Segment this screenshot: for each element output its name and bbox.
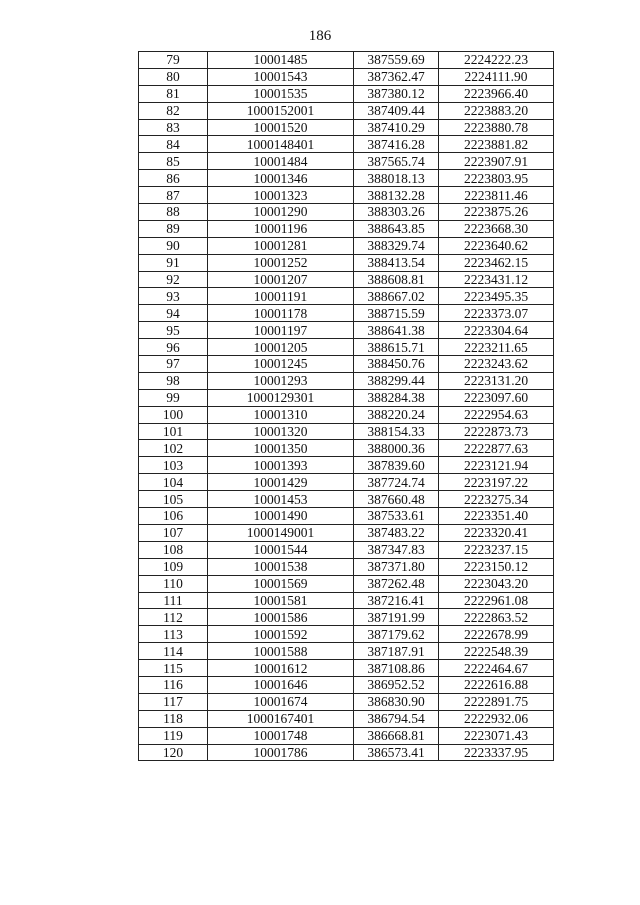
row-number-cell: 103 bbox=[139, 457, 208, 474]
x-coordinate-cell: 387559.69 bbox=[354, 52, 439, 69]
point-id-cell: 10001323 bbox=[208, 187, 354, 204]
row-number-cell: 115 bbox=[139, 660, 208, 677]
y-coordinate-cell: 2223043.20 bbox=[439, 575, 554, 592]
x-coordinate-cell: 387187.91 bbox=[354, 643, 439, 660]
x-coordinate-cell: 386668.81 bbox=[354, 727, 439, 744]
table-row bbox=[139, 220, 554, 237]
y-coordinate-cell: 2223097.60 bbox=[439, 389, 554, 406]
x-coordinate-cell: 387179.62 bbox=[354, 626, 439, 643]
table-row bbox=[139, 575, 554, 592]
row-number-cell: 93 bbox=[139, 288, 208, 305]
table-row bbox=[139, 237, 554, 254]
row-number-cell: 83 bbox=[139, 119, 208, 136]
row-number-cell: 80 bbox=[139, 68, 208, 85]
x-coordinate-cell: 388608.81 bbox=[354, 271, 439, 288]
row-number-cell: 92 bbox=[139, 271, 208, 288]
row-number-cell: 89 bbox=[139, 220, 208, 237]
table-row bbox=[139, 744, 554, 761]
x-coordinate-cell: 387533.61 bbox=[354, 508, 439, 525]
coordinates-table bbox=[138, 51, 554, 761]
row-number-cell: 96 bbox=[139, 339, 208, 356]
point-id-cell: 10001786 bbox=[208, 744, 354, 761]
y-coordinate-cell: 2223495.35 bbox=[439, 288, 554, 305]
row-number-cell: 86 bbox=[139, 170, 208, 187]
y-coordinate-cell: 2222863.52 bbox=[439, 609, 554, 626]
table-row bbox=[139, 271, 554, 288]
y-coordinate-cell: 2223907.91 bbox=[439, 153, 554, 170]
table-row bbox=[139, 592, 554, 609]
y-coordinate-cell: 2223880.78 bbox=[439, 119, 554, 136]
x-coordinate-cell: 388641.38 bbox=[354, 322, 439, 339]
table-row bbox=[139, 491, 554, 508]
table-row bbox=[139, 322, 554, 339]
row-number-cell: 82 bbox=[139, 102, 208, 119]
y-coordinate-cell: 2223211.65 bbox=[439, 339, 554, 356]
point-id-cell: 10001320 bbox=[208, 423, 354, 440]
x-coordinate-cell: 388615.71 bbox=[354, 339, 439, 356]
table-row bbox=[139, 423, 554, 440]
x-coordinate-cell: 387362.47 bbox=[354, 68, 439, 85]
y-coordinate-cell: 2223121.94 bbox=[439, 457, 554, 474]
y-coordinate-cell: 2222891.75 bbox=[439, 693, 554, 710]
row-number-cell: 94 bbox=[139, 305, 208, 322]
point-id-cell: 10001646 bbox=[208, 676, 354, 693]
y-coordinate-cell: 2223071.43 bbox=[439, 727, 554, 744]
point-id-cell: 10001581 bbox=[208, 592, 354, 609]
table-row bbox=[139, 693, 554, 710]
y-coordinate-cell: 2222548.39 bbox=[439, 643, 554, 660]
y-coordinate-cell: 2223462.15 bbox=[439, 254, 554, 271]
table-row bbox=[139, 541, 554, 558]
table-row bbox=[139, 626, 554, 643]
x-coordinate-cell: 388000.36 bbox=[354, 440, 439, 457]
row-number-cell: 105 bbox=[139, 491, 208, 508]
table-row bbox=[139, 389, 554, 406]
row-number-cell: 84 bbox=[139, 136, 208, 153]
y-coordinate-cell: 2223197.22 bbox=[439, 474, 554, 491]
table-row bbox=[139, 119, 554, 136]
point-id-cell: 10001205 bbox=[208, 339, 354, 356]
point-id-cell: 10001207 bbox=[208, 271, 354, 288]
row-number-cell: 95 bbox=[139, 322, 208, 339]
y-coordinate-cell: 2222961.08 bbox=[439, 592, 554, 609]
y-coordinate-cell: 2222932.06 bbox=[439, 710, 554, 727]
x-coordinate-cell: 388667.02 bbox=[354, 288, 439, 305]
point-id-cell: 10001612 bbox=[208, 660, 354, 677]
point-id-cell: 1000148401 bbox=[208, 136, 354, 153]
x-coordinate-cell: 386573.41 bbox=[354, 744, 439, 761]
point-id-cell: 1000129301 bbox=[208, 389, 354, 406]
x-coordinate-cell: 387262.48 bbox=[354, 575, 439, 592]
point-id-cell: 10001178 bbox=[208, 305, 354, 322]
point-id-cell: 10001196 bbox=[208, 220, 354, 237]
point-id-cell: 1000152001 bbox=[208, 102, 354, 119]
table-row bbox=[139, 558, 554, 575]
row-number-cell: 117 bbox=[139, 693, 208, 710]
table-row bbox=[139, 660, 554, 677]
table-row bbox=[139, 288, 554, 305]
x-coordinate-cell: 388715.59 bbox=[354, 305, 439, 322]
table-row bbox=[139, 85, 554, 102]
table-row bbox=[139, 68, 554, 85]
y-coordinate-cell: 2223275.34 bbox=[439, 491, 554, 508]
table-row bbox=[139, 643, 554, 660]
point-id-cell: 10001535 bbox=[208, 85, 354, 102]
x-coordinate-cell: 387416.28 bbox=[354, 136, 439, 153]
row-number-cell: 108 bbox=[139, 541, 208, 558]
x-coordinate-cell: 388284.38 bbox=[354, 389, 439, 406]
row-number-cell: 106 bbox=[139, 508, 208, 525]
coordinates-table-body bbox=[139, 52, 554, 761]
y-coordinate-cell: 2223431.12 bbox=[439, 271, 554, 288]
y-coordinate-cell: 2223881.82 bbox=[439, 136, 554, 153]
table-row bbox=[139, 710, 554, 727]
point-id-cell: 10001586 bbox=[208, 609, 354, 626]
point-id-cell: 10001393 bbox=[208, 457, 354, 474]
y-coordinate-cell: 2224111.90 bbox=[439, 68, 554, 85]
point-id-cell: 1000167401 bbox=[208, 710, 354, 727]
table-row bbox=[139, 524, 554, 541]
x-coordinate-cell: 387409.44 bbox=[354, 102, 439, 119]
row-number-cell: 102 bbox=[139, 440, 208, 457]
row-number-cell: 113 bbox=[139, 626, 208, 643]
table-row bbox=[139, 372, 554, 389]
point-id-cell: 10001197 bbox=[208, 322, 354, 339]
x-coordinate-cell: 387380.12 bbox=[354, 85, 439, 102]
point-id-cell: 10001350 bbox=[208, 440, 354, 457]
x-coordinate-cell: 387347.83 bbox=[354, 541, 439, 558]
row-number-cell: 81 bbox=[139, 85, 208, 102]
point-id-cell: 10001453 bbox=[208, 491, 354, 508]
point-id-cell: 10001592 bbox=[208, 626, 354, 643]
x-coordinate-cell: 387410.29 bbox=[354, 119, 439, 136]
y-coordinate-cell: 2223320.41 bbox=[439, 524, 554, 541]
point-id-cell: 10001245 bbox=[208, 356, 354, 373]
y-coordinate-cell: 2222877.63 bbox=[439, 440, 554, 457]
point-id-cell: 10001346 bbox=[208, 170, 354, 187]
y-coordinate-cell: 2223131.20 bbox=[439, 372, 554, 389]
y-coordinate-cell: 2222616.88 bbox=[439, 676, 554, 693]
row-number-cell: 109 bbox=[139, 558, 208, 575]
table-row bbox=[139, 474, 554, 491]
page-number: 186 bbox=[308, 28, 332, 44]
table-row bbox=[139, 356, 554, 373]
y-coordinate-cell: 2223373.07 bbox=[439, 305, 554, 322]
row-number-cell: 85 bbox=[139, 153, 208, 170]
row-number-cell: 116 bbox=[139, 676, 208, 693]
point-id-cell: 10001490 bbox=[208, 508, 354, 525]
x-coordinate-cell: 388643.85 bbox=[354, 220, 439, 237]
row-number-cell: 104 bbox=[139, 474, 208, 491]
point-id-cell: 10001588 bbox=[208, 643, 354, 660]
row-number-cell: 97 bbox=[139, 356, 208, 373]
y-coordinate-cell: 2222873.73 bbox=[439, 423, 554, 440]
point-id-cell: 10001538 bbox=[208, 558, 354, 575]
table-row bbox=[139, 136, 554, 153]
table-row bbox=[139, 609, 554, 626]
row-number-cell: 100 bbox=[139, 406, 208, 423]
table-row bbox=[139, 406, 554, 423]
row-number-cell: 110 bbox=[139, 575, 208, 592]
row-number-cell: 91 bbox=[139, 254, 208, 271]
table-row bbox=[139, 676, 554, 693]
x-coordinate-cell: 388329.74 bbox=[354, 237, 439, 254]
table-row bbox=[139, 204, 554, 221]
row-number-cell: 90 bbox=[139, 237, 208, 254]
table-row bbox=[139, 727, 554, 744]
x-coordinate-cell: 387565.74 bbox=[354, 153, 439, 170]
table-row bbox=[139, 187, 554, 204]
x-coordinate-cell: 386952.52 bbox=[354, 676, 439, 693]
row-number-cell: 98 bbox=[139, 372, 208, 389]
x-coordinate-cell: 388413.54 bbox=[354, 254, 439, 271]
point-id-cell: 10001485 bbox=[208, 52, 354, 69]
point-id-cell: 10001290 bbox=[208, 204, 354, 221]
x-coordinate-cell: 387839.60 bbox=[354, 457, 439, 474]
point-id-cell: 10001191 bbox=[208, 288, 354, 305]
y-coordinate-cell: 2223304.64 bbox=[439, 322, 554, 339]
table-row bbox=[139, 52, 554, 69]
point-id-cell: 10001429 bbox=[208, 474, 354, 491]
x-coordinate-cell: 388303.26 bbox=[354, 204, 439, 221]
x-coordinate-cell: 387724.74 bbox=[354, 474, 439, 491]
x-coordinate-cell: 387371.80 bbox=[354, 558, 439, 575]
x-coordinate-cell: 388018.13 bbox=[354, 170, 439, 187]
point-id-cell: 10001484 bbox=[208, 153, 354, 170]
table-row bbox=[139, 170, 554, 187]
y-coordinate-cell: 2222954.63 bbox=[439, 406, 554, 423]
x-coordinate-cell: 388154.33 bbox=[354, 423, 439, 440]
x-coordinate-cell: 387191.99 bbox=[354, 609, 439, 626]
y-coordinate-cell: 2223150.12 bbox=[439, 558, 554, 575]
y-coordinate-cell: 2222678.99 bbox=[439, 626, 554, 643]
y-coordinate-cell: 2223811.46 bbox=[439, 187, 554, 204]
point-id-cell: 10001252 bbox=[208, 254, 354, 271]
x-coordinate-cell: 388299.44 bbox=[354, 372, 439, 389]
point-id-cell: 10001544 bbox=[208, 541, 354, 558]
y-coordinate-cell: 2223237.15 bbox=[439, 541, 554, 558]
x-coordinate-cell: 388220.24 bbox=[354, 406, 439, 423]
row-number-cell: 101 bbox=[139, 423, 208, 440]
y-coordinate-cell: 2223883.20 bbox=[439, 102, 554, 119]
table-row bbox=[139, 339, 554, 356]
y-coordinate-cell: 2223243.62 bbox=[439, 356, 554, 373]
point-id-cell: 10001674 bbox=[208, 693, 354, 710]
y-coordinate-cell: 2223337.95 bbox=[439, 744, 554, 761]
table-row bbox=[139, 153, 554, 170]
row-number-cell: 118 bbox=[139, 710, 208, 727]
row-number-cell: 114 bbox=[139, 643, 208, 660]
table-row bbox=[139, 305, 554, 322]
y-coordinate-cell: 2223803.95 bbox=[439, 170, 554, 187]
row-number-cell: 88 bbox=[139, 204, 208, 221]
table-row bbox=[139, 102, 554, 119]
table-row bbox=[139, 254, 554, 271]
row-number-cell: 119 bbox=[139, 727, 208, 744]
row-number-cell: 107 bbox=[139, 524, 208, 541]
y-coordinate-cell: 2223351.40 bbox=[439, 508, 554, 525]
table-row bbox=[139, 457, 554, 474]
row-number-cell: 112 bbox=[139, 609, 208, 626]
point-id-cell: 10001281 bbox=[208, 237, 354, 254]
x-coordinate-cell: 388132.28 bbox=[354, 187, 439, 204]
y-coordinate-cell: 2223668.30 bbox=[439, 220, 554, 237]
y-coordinate-cell: 2224222.23 bbox=[439, 52, 554, 69]
row-number-cell: 120 bbox=[139, 744, 208, 761]
row-number-cell: 79 bbox=[139, 52, 208, 69]
y-coordinate-cell: 2223875.26 bbox=[439, 204, 554, 221]
point-id-cell: 1000149001 bbox=[208, 524, 354, 541]
table-row bbox=[139, 440, 554, 457]
point-id-cell: 10001543 bbox=[208, 68, 354, 85]
x-coordinate-cell: 386794.54 bbox=[354, 710, 439, 727]
x-coordinate-cell: 387108.86 bbox=[354, 660, 439, 677]
x-coordinate-cell: 386830.90 bbox=[354, 693, 439, 710]
x-coordinate-cell: 388450.76 bbox=[354, 356, 439, 373]
x-coordinate-cell: 387483.22 bbox=[354, 524, 439, 541]
row-number-cell: 111 bbox=[139, 592, 208, 609]
x-coordinate-cell: 387660.48 bbox=[354, 491, 439, 508]
y-coordinate-cell: 2223966.40 bbox=[439, 85, 554, 102]
point-id-cell: 10001310 bbox=[208, 406, 354, 423]
x-coordinate-cell: 387216.41 bbox=[354, 592, 439, 609]
table-row bbox=[139, 508, 554, 525]
row-number-cell: 87 bbox=[139, 187, 208, 204]
point-id-cell: 10001520 bbox=[208, 119, 354, 136]
y-coordinate-cell: 2222464.67 bbox=[439, 660, 554, 677]
point-id-cell: 10001293 bbox=[208, 372, 354, 389]
row-number-cell: 99 bbox=[139, 389, 208, 406]
point-id-cell: 10001569 bbox=[208, 575, 354, 592]
y-coordinate-cell: 2223640.62 bbox=[439, 237, 554, 254]
point-id-cell: 10001748 bbox=[208, 727, 354, 744]
